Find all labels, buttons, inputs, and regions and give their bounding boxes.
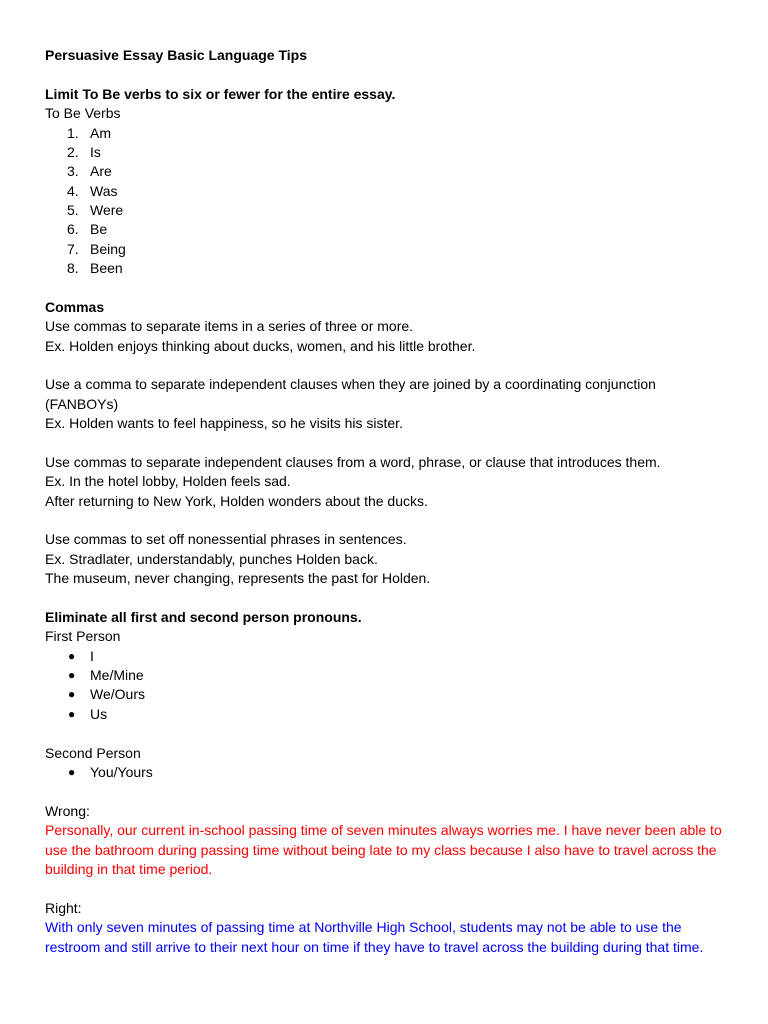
list-item: Me/Mine — [90, 667, 144, 683]
bullet-icon: ● — [68, 668, 76, 682]
comma-rule-nonessential-example: Ex. Stradlater, understandably, punches Holden back. — [45, 551, 378, 567]
tobe-subheading: To Be Verbs — [45, 105, 121, 121]
right-label: Right: — [45, 900, 82, 916]
list-number: 6. — [67, 221, 79, 237]
pronouns-heading: Eliminate all first and second person pronouns. — [45, 609, 362, 625]
bullet-icon: ● — [68, 707, 76, 721]
list-item: Am — [90, 125, 111, 141]
first-person-label: First Person — [45, 628, 121, 644]
list-number: 5. — [67, 202, 79, 218]
comma-rule-nonessential-example-2: The museum, never changing, represents the past for Holden. — [45, 570, 431, 586]
list-number: 8. — [67, 260, 79, 276]
wrong-example-line: use the bathroom during passing time without being late to my class because I also have to travel across the — [45, 842, 717, 858]
right-example-line: With only seven minutes of passing time at Northville High School, students may not be able to use the — [45, 919, 682, 935]
comma-rule-independent-cont: (FANBOYs) — [45, 396, 119, 412]
list-item: Was — [90, 183, 118, 199]
list-item: Be — [90, 221, 108, 237]
list-item: We/Ours — [90, 686, 145, 702]
bullet-icon: ● — [68, 765, 76, 779]
list-number: 2. — [67, 144, 79, 160]
list-number: 7. — [67, 241, 79, 257]
comma-rule-introductory: Use commas to separate independent clauses from a word, phrase, or clause that introduces them. — [45, 454, 661, 470]
comma-rule-series-example: Ex. Holden enjoys thinking about ducks, women, and his little brother. — [45, 338, 476, 354]
bullet-icon: ● — [68, 649, 76, 663]
list-item: Us — [90, 706, 108, 722]
right-example-line: restroom and still arrive to their next hour on time if they have to travel across the building during that time. — [45, 939, 704, 955]
list-number: 1. — [67, 125, 79, 141]
list-item: Is — [90, 144, 101, 160]
list-item: Were — [90, 202, 124, 218]
commas-heading: Commas — [45, 299, 105, 315]
list-item: Been — [90, 260, 123, 276]
bullet-icon: ● — [68, 687, 76, 701]
wrong-label: Wrong: — [45, 803, 90, 819]
list-item: Are — [90, 163, 112, 179]
comma-rule-introductory-example: Ex. In the hotel lobby, Holden feels sad. — [45, 473, 291, 489]
list-item: You/Yours — [90, 764, 153, 780]
list-item: Being — [90, 241, 126, 257]
list-number: 4. — [67, 183, 79, 199]
list-item: I — [90, 648, 94, 664]
comma-rule-independent: Use a comma to separate independent clauses when they are joined by a coordinating conjunction — [45, 376, 656, 392]
list-number: 3. — [67, 163, 79, 179]
comma-rule-series: Use commas to separate items in a series of three or more. — [45, 318, 414, 334]
wrong-example-line: Personally, our current in-school passing time of seven minutes always worries me. I have never been able to — [45, 822, 722, 838]
wrong-example-line: building in that time period. — [45, 861, 213, 877]
second-person-label: Second Person — [45, 745, 141, 761]
comma-rule-introductory-example-2: After returning to New York, Holden wonders about the ducks. — [45, 493, 428, 509]
comma-rule-nonessential: Use commas to set off nonessential phrases in sentences. — [45, 531, 407, 547]
tobe-heading: Limit To Be verbs to six or fewer for the entire essay. — [45, 86, 396, 102]
comma-rule-independent-example: Ex. Holden wants to feel happiness, so he visits his sister. — [45, 415, 403, 431]
document-title: Persuasive Essay Basic Language Tips — [45, 47, 307, 63]
